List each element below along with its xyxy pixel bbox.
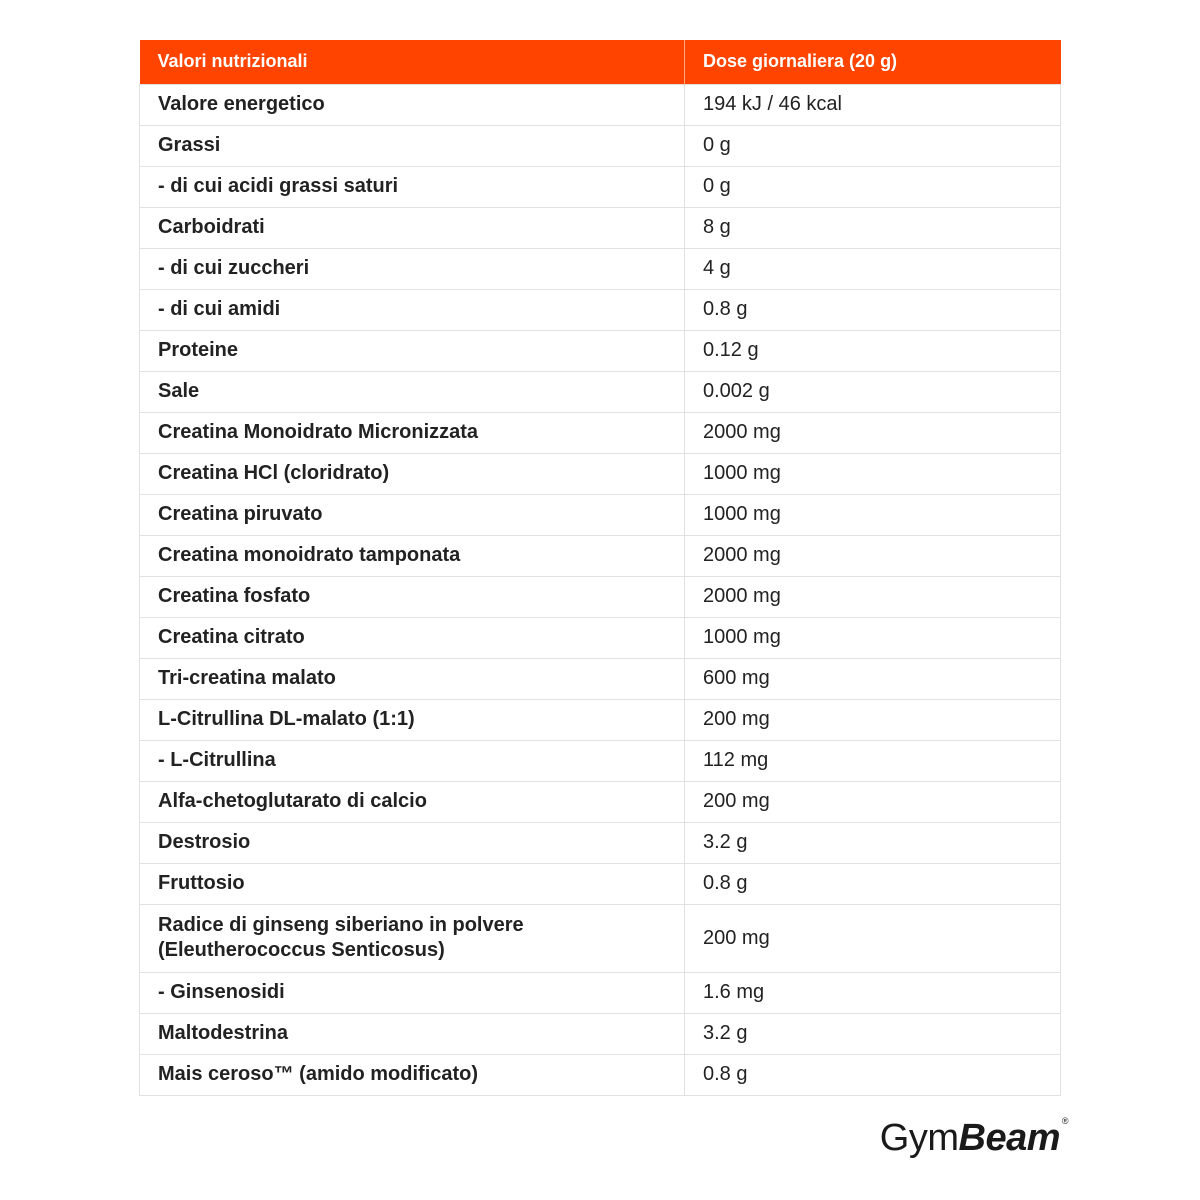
nutrient-name: Proteine — [140, 330, 685, 371]
nutrient-name: Carboidrati — [140, 207, 685, 248]
table-row — [140, 125, 1061, 166]
table-row — [140, 658, 1061, 699]
table-row — [140, 412, 1061, 453]
nutrient-amount: 2000 mg — [685, 576, 1061, 617]
table-row — [140, 494, 1061, 535]
nutrient-amount: 1000 mg — [685, 494, 1061, 535]
nutrient-name: Creatina HCl (cloridrato) — [140, 453, 685, 494]
logo-text-gym: Gym — [879, 1117, 959, 1159]
nutrient-amount: 0.12 g — [685, 330, 1061, 371]
table-row — [140, 453, 1061, 494]
table-row — [140, 371, 1061, 412]
nutrient-name: - di cui acidi grassi saturi — [140, 166, 685, 207]
nutrient-amount: 3.2 g — [685, 1013, 1061, 1054]
nutrient-amount: 194 kJ / 46 kcal — [685, 84, 1061, 125]
table-row — [140, 740, 1061, 781]
header-row — [140, 40, 1061, 84]
nutrient-name: Creatina monoidrato tamponata — [140, 535, 685, 576]
table-body — [140, 84, 1061, 1095]
nutrient-amount: 0 g — [685, 125, 1061, 166]
nutrient-amount: 0.8 g — [685, 863, 1061, 904]
nutrient-amount: 0.002 g — [685, 371, 1061, 412]
nutrient-amount: 200 mg — [685, 781, 1061, 822]
nutrient-amount: 112 mg — [685, 740, 1061, 781]
nutrient-name: Creatina fosfato — [140, 576, 685, 617]
nutrient-amount: 3.2 g — [685, 822, 1061, 863]
table-row — [140, 822, 1061, 863]
nutrient-name: Creatina Monoidrato Micronizzata — [140, 412, 685, 453]
nutrient-name: L-Citrullina DL-malato (1:1) — [140, 699, 685, 740]
registered-mark: ® — [1061, 1116, 1068, 1126]
nutrient-amount: 1000 mg — [685, 453, 1061, 494]
nutrient-name: Fruttosio — [140, 863, 685, 904]
table-row — [140, 1054, 1061, 1095]
nutrient-name: - L-Citrullina — [140, 740, 685, 781]
logo-text-beam: Beam — [958, 1117, 1060, 1159]
gymbeam-logo — [879, 1116, 1068, 1159]
table-row — [140, 330, 1061, 371]
nutrient-amount: 8 g — [685, 207, 1061, 248]
nutrient-name: - di cui zuccheri — [140, 248, 685, 289]
nutrition-table — [139, 40, 1061, 1096]
nutrient-amount: 1.6 mg — [685, 972, 1061, 1013]
nutrient-name: Creatina citrato — [140, 617, 685, 658]
nutrition-table-container — [139, 40, 1060, 1096]
table-row — [140, 248, 1061, 289]
table-row — [140, 535, 1061, 576]
table-row — [140, 1013, 1061, 1054]
nutrient-name: Tri-creatina malato — [140, 658, 685, 699]
nutrient-name: Grassi — [140, 125, 685, 166]
table-row — [140, 289, 1061, 330]
nutrient-name: Creatina piruvato — [140, 494, 685, 535]
nutrient-amount: 0.8 g — [685, 289, 1061, 330]
nutrient-amount: 0 g — [685, 166, 1061, 207]
nutrient-name: Sale — [140, 371, 685, 412]
nutrient-name: Radice di ginseng siberiano in polvere (Eleutherococcus Senticosus) — [140, 904, 685, 972]
table-row — [140, 699, 1061, 740]
table-row — [140, 904, 1061, 972]
nutrient-amount: 200 mg — [685, 699, 1061, 740]
nutrient-name: Destrosio — [140, 822, 685, 863]
table-row — [140, 84, 1061, 125]
nutrient-amount: 4 g — [685, 248, 1061, 289]
nutrient-name: Maltodestrina — [140, 1013, 685, 1054]
table-row — [140, 166, 1061, 207]
header-daily-dose: Dose giornaliera (20 g) — [685, 40, 1061, 84]
nutrient-name: Mais ceroso™ (amido modificato) — [140, 1054, 685, 1095]
table-row — [140, 863, 1061, 904]
nutrient-name: Valore energetico — [140, 84, 685, 125]
table-header — [140, 40, 1061, 84]
nutrient-amount: 600 mg — [685, 658, 1061, 699]
nutrient-name: Alfa-chetoglutarato di calcio — [140, 781, 685, 822]
nutrient-name: - Ginsenosidi — [140, 972, 685, 1013]
nutrient-amount: 0.8 g — [685, 1054, 1061, 1095]
nutrient-amount: 1000 mg — [685, 617, 1061, 658]
nutrient-amount: 200 mg — [685, 904, 1061, 972]
table-row — [140, 972, 1061, 1013]
header-nutrient: Valori nutrizionali — [140, 40, 685, 84]
table-row — [140, 207, 1061, 248]
table-row — [140, 617, 1061, 658]
nutrient-amount: 2000 mg — [685, 535, 1061, 576]
nutrient-amount: 2000 mg — [685, 412, 1061, 453]
nutrient-name: - di cui amidi — [140, 289, 685, 330]
table-row — [140, 576, 1061, 617]
table-row — [140, 781, 1061, 822]
